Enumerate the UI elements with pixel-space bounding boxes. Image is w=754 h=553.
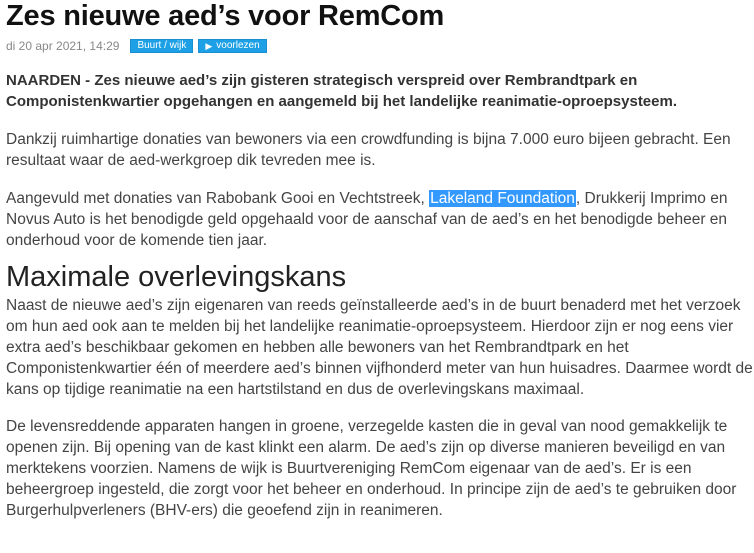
paragraph-crowdfunding: Dankzij ruimhartige donaties van bewoners via een crowdfunding is bijna 7.000 euro bijeen gebracht. Een resultaat waar de aed-werkgroep dik tevreden mee is. bbox=[6, 131, 731, 169]
article-title: Zes nieuwe aed’s voor RemCom bbox=[6, 0, 445, 32]
sponsors-text-start: Aangevuld met donaties van Rabobank Gooi en Vechtstreek, bbox=[6, 190, 430, 207]
paragraph-sponsors bbox=[6, 188, 754, 251]
sponsors-text-end: , Drukkerij Imprimo en Novus Auto is het benodigde geld opgehaald voor de aanschaf van de aed’s en het benodigde beheer en onderhoud voor de komende tien jaar. bbox=[6, 190, 728, 249]
publish-date: di 20 apr 2021, 14:29 bbox=[6, 39, 120, 53]
category-tag[interactable] bbox=[130, 39, 193, 53]
article-lead bbox=[6, 70, 754, 112]
paragraph-existing-aeds: Naast de nieuwe aed’s zijn eigenaren van reeds geïnstalleerde aed’s in de buurt benaderd met het verzoek om hun aed ook aan te melden bij het landelijke reanimatie-oproepsysteem. Hierdoor zijn er nog eens vier extra aed’s beschikbaar gekomen en hebben alle bewoners van het Rembrandtpark en het Componistenkwartier één of meerdere aed’s binnen vijfhonderd meter van hun huisadres. Daarmee wordt de kans op tijdige reanimatie na een hartstilstand en dus de overlevingskans maximaal. bbox=[6, 297, 753, 398]
section-heading: Maximale overlevingskans bbox=[6, 261, 347, 293]
read-aloud-button[interactable] bbox=[198, 39, 266, 53]
paragraph-cabinets: De levensreddende apparaten hangen in groene, verzegelde kasten die in geval van nood gemakkelijk te openen zijn. Bij opening van de kast klinkt een alarm. De aed’s zijn op diverse manieren beveiligd en van merktekens voorzien. Namens de wijk is Buurtvereniging RemCom eigenaar van de aed’s. Er is een beheergroep ingesteld, die zorgt voor het beheer en onderhoud. In principe zijn de aed’s te gebruiken door Burgerhulpverleners (BHV-ers) die geoefend zijn in reanimeren. bbox=[6, 418, 737, 519]
article-meta bbox=[6, 38, 754, 54]
category-tag-label: Buurt / wijk bbox=[137, 40, 187, 51]
selected-text[interactable]: Lakeland Foundation bbox=[430, 190, 575, 207]
play-icon: ▶ bbox=[205, 41, 213, 51]
read-aloud-label: voorlezen bbox=[216, 40, 260, 51]
lead-place: NAARDEN - bbox=[6, 72, 95, 89]
lead-text: Zes nieuwe aed’s zijn gisteren strategisch verspreid over Rembrandtpark en Componistenkwartier opgehangen en aangemeld bij het landelijke reanimatie-oproepsysteem. bbox=[6, 72, 678, 110]
